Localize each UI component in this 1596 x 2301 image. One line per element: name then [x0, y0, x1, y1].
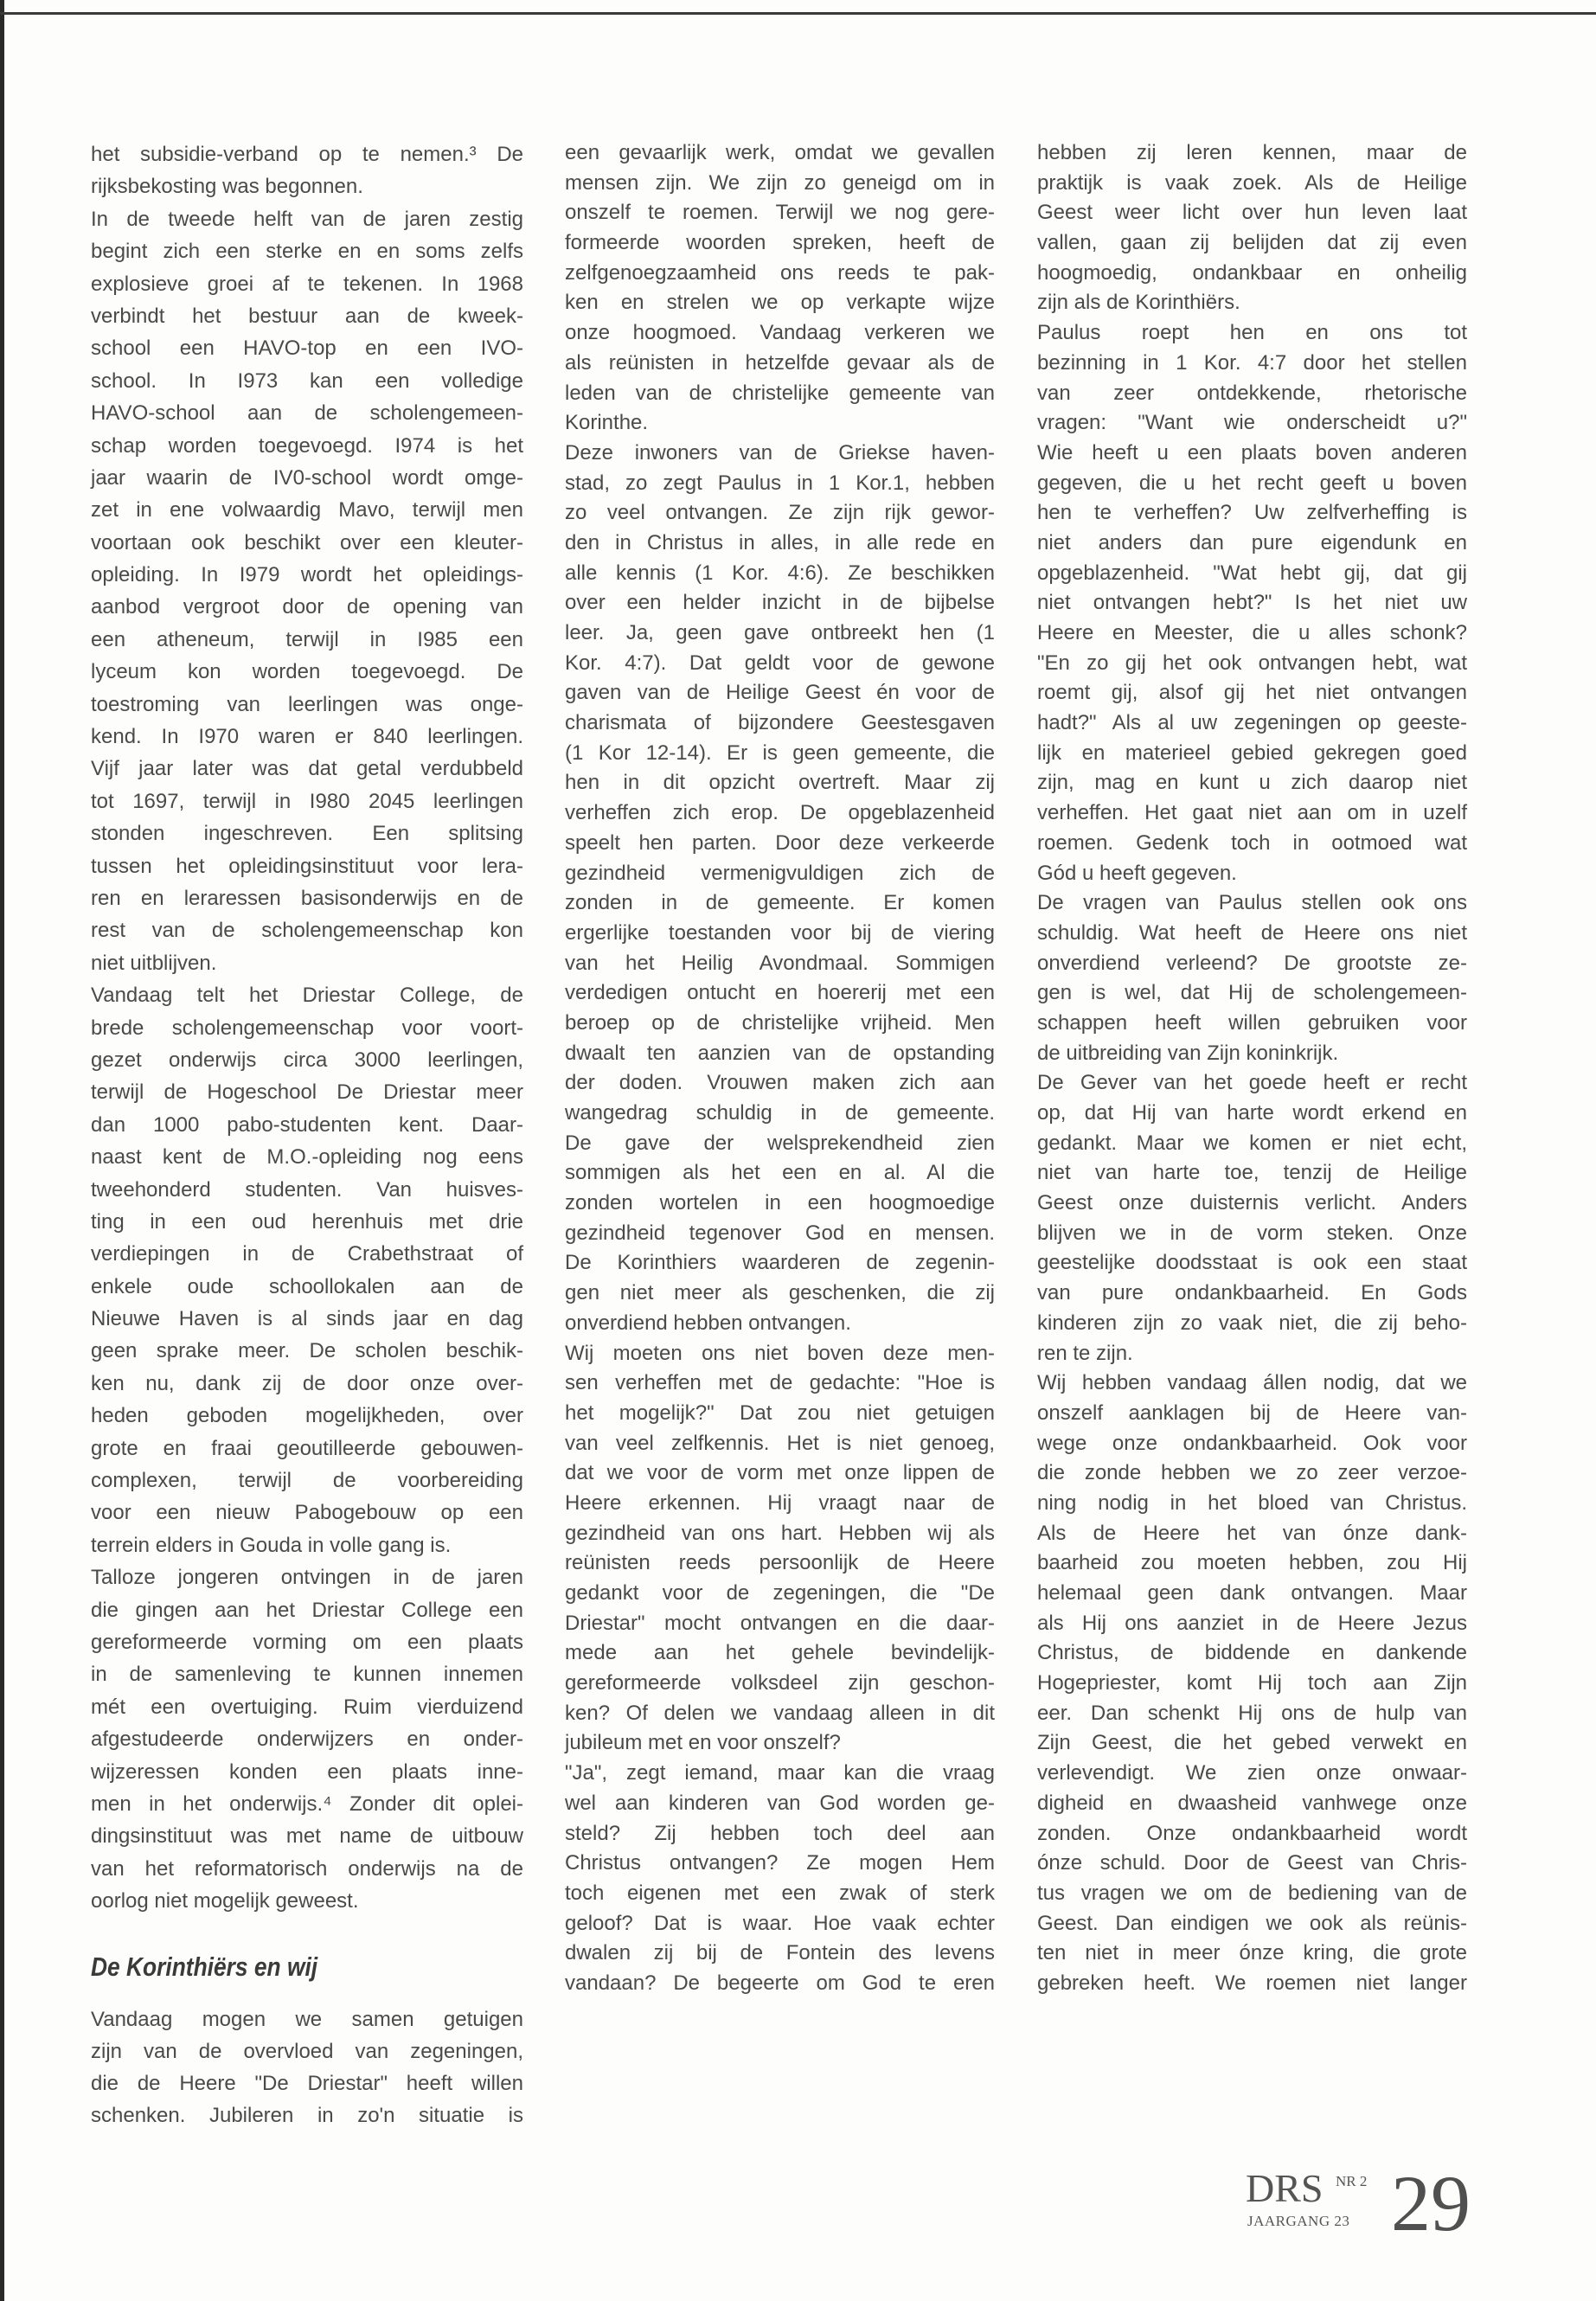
text-line: Christus, de biddende en dankende	[1037, 1641, 1467, 1665]
section-heading: De Korinthiërs en wij	[91, 1952, 318, 1983]
text-line: Kor. 4:7). Dat geldt voor de gewone	[565, 651, 995, 675]
column-body	[91, 138, 523, 1917]
text-line: onszelf te roemen. Terwijl we nog gere-	[565, 201, 995, 225]
text-line: baarheid zou moeten hebben, zou Hij	[1037, 1551, 1467, 1575]
text-line: Talloze jongeren ontvingen in de jaren	[91, 1566, 523, 1590]
text-line: schap worden toegevoegd. I974 is het	[91, 433, 523, 458]
text-line: het mogelijk?" Dat zou niet getuigen	[565, 1400, 995, 1425]
text-line: rest van de scholengemeenschap kon	[91, 919, 523, 943]
text-line: Gód u heeft gegeven.	[1037, 861, 1237, 885]
text-line: vragen: "Want wie onderscheidt u?"	[1037, 411, 1467, 435]
text-line: oorlog niet mogelijk geweest.	[91, 1889, 359, 1913]
text-line: wel aan kinderen van God worden ge-	[565, 1791, 995, 1815]
text-column-1	[91, 138, 523, 2131]
column-body	[1037, 138, 1467, 1999]
text-column-3	[1037, 138, 1467, 1999]
text-line: Vandaag telt het Driestar College, de	[91, 984, 523, 1008]
text-line: de uitbreiding van Zijn koninkrijk.	[1037, 1041, 1339, 1065]
text-line: school. In I973 kan een volledige	[91, 369, 523, 393]
text-line: De gave der welsprekendheid zien	[565, 1131, 995, 1155]
text-line: in de samenleving te kunnen innemen	[91, 1663, 523, 1687]
text-line: Geest. Dan eindigen we ook als reünis-	[1037, 1911, 1467, 1935]
volume-label: JAARGANG 23	[1247, 2213, 1350, 2229]
text-line: als reünisten in hetzelfde gevaar als de	[565, 350, 995, 375]
scan-edge-top	[0, 12, 1596, 15]
text-line: vallen, gaan zij belijden dat zij even	[1037, 231, 1467, 255]
text-line: wege onze ondankbaarheid. Ook voor	[1037, 1431, 1467, 1455]
text-line: op, dat Hij van harte wordt erkend en	[1037, 1101, 1467, 1125]
text-line: Heere en Meester, die u alles schonk?	[1037, 621, 1467, 644]
text-line: den in Christus in alles, in alle rede en	[565, 530, 995, 554]
text-line: terrein elders in Gouda in volle gang is.	[91, 1533, 452, 1557]
text-line: eer. Dan schenkt Hij ons de hulp van	[1037, 1701, 1467, 1725]
text-line: die de Heere "De Driestar" heeft willen	[91, 2072, 523, 2096]
text-line: Heere erkennen. Hij vraagt naar de	[565, 1490, 995, 1515]
text-line: gezindheid van ons hart. Hebben wij als	[565, 1521, 995, 1545]
text-line: praktijk is vaak zoek. Als de Heilige	[1037, 170, 1467, 195]
text-line: wijzeressen konden een plaats inne-	[91, 1759, 523, 1784]
text-line: verdiepingen in de Crabethstraat of	[91, 1242, 523, 1266]
paragraph	[1037, 888, 1467, 1068]
text-line: formeerde woorden spreken, heeft de	[565, 231, 995, 255]
text-line: leer. Ja, geen gave ontbreekt hen (1	[565, 621, 995, 644]
text-line: tot 1697, terwijl in I980 2045 leerlingen	[91, 789, 523, 813]
text-line: mensen zijn. We zijn zo geneigd om in	[565, 170, 995, 195]
text-line: wangedrag schuldig in de gemeente.	[565, 1101, 995, 1125]
text-line: tweehonderd studenten. Van huisves-	[91, 1177, 523, 1202]
text-line: ergerlijke toestanden voor bij de viering	[565, 920, 995, 945]
text-line: gen is wel, dat Hij de scholengemeen-	[1037, 981, 1467, 1005]
text-line: voortaan ook beschikt over een kleuter-	[91, 530, 523, 554]
text-line: verdedigen ontucht en hoererij met een	[565, 981, 995, 1005]
text-line: gedankt. Maar we komen er niet echt,	[1037, 1131, 1467, 1155]
text-line: mét een overtuiging. Ruim vierduizend	[91, 1695, 523, 1719]
text-line: gedankt voor de zegeningen, die "De	[565, 1581, 995, 1605]
text-line: sommigen als het een en al. Al die	[565, 1161, 995, 1185]
text-line: beroep op de christelijke vrijheid. Men	[565, 1010, 995, 1035]
text-line: ren en leraressen basisonderwijs en de	[91, 886, 523, 910]
text-line: niet uitblijven.	[91, 951, 217, 975]
paragraph	[1037, 1368, 1467, 1998]
text-line: terwijl de Hogeschool De Driestar meer	[91, 1080, 523, 1105]
text-line: van het Heilig Avondmaal. Sommigen	[565, 951, 995, 975]
paragraph	[91, 1561, 523, 1917]
text-line: lijk en materieel gebied gekregen goed	[1037, 740, 1467, 765]
text-line: Deze inwoners van de Griekse haven-	[565, 440, 995, 465]
text-line: opleiding. In I979 wordt het opleidings-	[91, 563, 523, 587]
text-line: afgestudeerde onderwijzers en onder-	[91, 1727, 523, 1752]
text-line: stonden ingeschreven. Een splitsing	[91, 822, 523, 846]
text-line: niet ontvangen hebt?" Is het niet uw	[1037, 591, 1467, 615]
text-line: rijksbekosting was begonnen.	[91, 175, 363, 199]
text-line: HAVO-school aan de scholengemeen-	[91, 401, 523, 426]
text-line: kinderen zijn zo vaak niet, die zij beho-	[1037, 1311, 1467, 1335]
text-line: (1 Kor 12-14). Er is geen gemeente, die	[565, 740, 995, 765]
text-line: voor een nieuw Pabogebouw op een	[91, 1501, 523, 1525]
text-line: stad, zo zegt Paulus in 1 Kor.1, hebben	[565, 471, 995, 495]
text-line: toch eigenen met een zwak of sterk	[565, 1881, 995, 1905]
page-number: 29	[1391, 2159, 1471, 2247]
text-line: toestroming van leerlingen was onge-	[91, 692, 523, 716]
text-line: gezet onderwijs circa 3000 leerlingen,	[91, 1048, 523, 1072]
text-line: Geest onze duisternis verlicht. Anders	[1037, 1191, 1467, 1215]
text-line: Christus ontvangen? Ze mogen Hem	[565, 1851, 995, 1875]
text-line: tussen het opleidingsinstituut voor lera-	[91, 854, 523, 878]
issue-number: NR 2	[1336, 2173, 1368, 2189]
text-line: kend. In I970 waren er 840 leerlingen.	[91, 725, 523, 749]
text-line: alle kennis (1 Kor. 4:6). Ze beschikken	[565, 561, 995, 585]
text-line: gegeven, die u het recht geeft u boven	[1037, 471, 1467, 495]
text-line: ren te zijn.	[1037, 1341, 1133, 1365]
text-line: Korinthe.	[565, 411, 649, 435]
text-line: tus vragen we om de bediening van de	[1037, 1881, 1467, 1905]
text-line: brede scholengemeenschap voor voort-	[91, 1016, 523, 1040]
text-line: "Ja", zegt iemand, maar kan die vraag	[565, 1761, 995, 1785]
text-line: een gevaarlijk werk, omdat we gevallen	[565, 141, 995, 164]
page-footer	[1246, 2159, 1479, 2247]
text-line: school een HAVO-top en een IVO-	[91, 336, 523, 361]
text-line: van veel zelfkennis. Het is niet genoeg,	[565, 1431, 995, 1455]
text-line: opgeblazenheid. "Wat hebt gij, dat gij	[1037, 561, 1467, 585]
text-line: schenken. Jubileren in zo'n situatie is	[91, 2104, 523, 2128]
paragraph	[91, 979, 523, 1561]
text-line: aanbod vergroot door de opening van	[91, 595, 523, 619]
text-line: Wij moeten ons niet boven deze men-	[565, 1341, 995, 1365]
text-line: verlevendigt. We zien onze onwaar-	[1037, 1761, 1467, 1785]
text-line: explosieve groei af te tekenen. In 1968	[91, 272, 523, 296]
text-line: ten niet in meer ónze kring, die grote	[1037, 1941, 1467, 1965]
text-line: ken en strelen we op verkapte wijze	[565, 291, 995, 315]
text-line: "En zo gij het ook ontvangen hebt, wat	[1037, 651, 1467, 675]
section-body	[91, 2003, 523, 2131]
text-line: hadt?" Als al uw zegeningen op geeste-	[1037, 711, 1467, 735]
paragraph	[1037, 138, 1467, 318]
text-line: charismata of bijzondere Geestesgaven	[565, 711, 995, 735]
text-line: Geest weer licht over hun leven laat	[1037, 201, 1467, 225]
text-line: verbindt het bestuur aan de kweek-	[91, 304, 523, 328]
text-line: zonden in de gemeente. Er komen	[565, 891, 995, 915]
text-line: gaven van de Heilige Geest én voor de	[565, 681, 995, 705]
text-line: Hogepriester, komt Hij toch aan Zijn	[1037, 1671, 1467, 1695]
text-line: speelt hen parten. Door deze verkeerde	[565, 830, 995, 855]
text-line: ting in een oud herenhuis met drie	[91, 1209, 523, 1234]
text-line: onze hoogmoed. Vandaag verkeren we	[565, 321, 995, 345]
text-line: Zijn Geest, die het gebed verwekt en	[1037, 1731, 1467, 1755]
text-line: De Korinthiers waarderen de zegenin-	[565, 1251, 995, 1275]
text-line: begint zich een sterke en en soms zelfs	[91, 240, 523, 264]
text-line: Vijf jaar later was dat getal verdubbeld	[91, 757, 523, 781]
text-line: complexen, terwijl de voorbereiding	[91, 1469, 523, 1493]
column-body	[565, 138, 995, 1999]
text-line: zet in ene volwaardig Mavo, terwijl men	[91, 498, 523, 522]
text-line: grote en fraai geoutilleerde gebouwen-	[91, 1436, 523, 1460]
text-line: geestelijke doodsstaat is ook een staat	[1037, 1251, 1467, 1275]
paragraph	[1037, 318, 1467, 888]
text-line: dwaalt ten aanzien van de opstanding	[565, 1041, 995, 1065]
text-line: als Hij ons aanziet in de Heere Jezus	[1037, 1611, 1467, 1635]
text-line: van zeer ontdekkende, rhetorische	[1037, 381, 1467, 405]
text-line: hen te verheffen? Uw zelfverheffing is	[1037, 501, 1467, 525]
text-line: gen niet meer als geschenken, die zij	[565, 1281, 995, 1305]
text-line: onverdiend hebben ontvangen.	[565, 1311, 851, 1335]
paragraph	[565, 1759, 995, 1999]
text-line: Wij hebben vandaag állen nodig, dat we	[1037, 1371, 1467, 1395]
paragraph	[1037, 1068, 1467, 1368]
text-line: ken nu, dank zij de door onze over-	[91, 1371, 523, 1395]
text-line: ónze schuld. Door de Geest van Chris-	[1037, 1851, 1467, 1875]
text-line: zijn, mag en kunt u zich daarop niet	[1037, 771, 1467, 795]
text-line: verheffen zich erop. De opgeblazenheid	[565, 801, 995, 825]
text-line: zijn als de Korinthiërs.	[1037, 291, 1240, 315]
text-line: Nieuwe Haven is al sinds jaar en dag	[91, 1307, 523, 1331]
text-line: reünisten reeds persoonlijk de Heere	[565, 1551, 995, 1575]
text-line: heden geboden mogelijkheden, over	[91, 1404, 523, 1428]
text-line: dan 1000 pabo-studenten kent. Daar-	[91, 1112, 523, 1137]
text-line: helemaal geen dank ontvangen. Maar	[1037, 1581, 1467, 1605]
text-line: jaar waarin de IV0-school wordt omge-	[91, 465, 523, 490]
text-line: gezindheid tegenover God en mensen.	[565, 1221, 995, 1245]
text-line: bezinning in 1 Kor. 4:7 door het stellen	[1037, 350, 1467, 375]
text-line: zonden wortelen in een hoogmoedige	[565, 1191, 995, 1215]
text-line: zijn van de overvloed van zegeningen,	[91, 2040, 523, 2064]
text-line: jubileum met en voor onszelf?	[565, 1731, 841, 1755]
text-line: hebben zij leren kennen, maar de	[1037, 141, 1467, 164]
text-line: over een helder inzicht in de bijbelse	[565, 591, 995, 615]
text-line: roemt gij, alsof gij het niet ontvangen	[1037, 681, 1467, 705]
text-line: dwalen zij bij de Fontein des levens	[565, 1941, 995, 1965]
text-line: gebreken heeft. We roemen niet langer	[1037, 1971, 1467, 1995]
text-line: ken? Of delen we vandaag alleen in dit	[565, 1701, 995, 1725]
text-line: schuldig. Wat heeft de Heere ons niet	[1037, 920, 1467, 945]
text-line: roemen. Gedenk toch in ootmoed wat	[1037, 830, 1467, 855]
text-line: niet anders dan pure eigendunk en	[1037, 530, 1467, 554]
text-line: der doden. Vrouwen maken zich aan	[565, 1071, 995, 1095]
text-line: niet van harte toe, tenzij de Heilige	[1037, 1161, 1467, 1185]
scan-edge-left	[0, 0, 4, 2301]
text-line: mede aan het gehele bevindelijk-	[565, 1641, 995, 1665]
text-line: In de tweede helft van de jaren zestig	[91, 207, 523, 231]
text-line: steld? Zij hebben toch deel aan	[565, 1821, 995, 1845]
text-line: onszelf aanklagen bij de Heere van-	[1037, 1400, 1467, 1425]
text-line: geen sprake meer. De scholen beschik-	[91, 1339, 523, 1363]
text-line: lyceum kon worden toegevoegd. De	[91, 660, 523, 684]
text-line: schappen heeft willen gebruiken voor	[1037, 1010, 1467, 1035]
paragraph	[91, 2003, 523, 2131]
text-column-2	[565, 138, 995, 1999]
text-line: gereformeerde vorming om een plaats	[91, 1630, 523, 1654]
text-line: een atheneum, terwijl in I985 een	[91, 627, 523, 651]
paragraph	[565, 1339, 995, 1759]
text-line: Driestar" mocht ontvangen en die daar-	[565, 1611, 995, 1635]
text-line: sen verheffen met de gedachte: "Hoe is	[565, 1371, 995, 1395]
text-line: men in het onderwijs.⁴ Zonder dit oplei-	[91, 1791, 523, 1816]
text-line: leden van de christelijke gemeente van	[565, 381, 995, 405]
text-line: De vragen van Paulus stellen ook ons	[1037, 891, 1467, 915]
text-line: zonden. Onze ondankbaarheid wordt	[1037, 1821, 1467, 1845]
text-line: blijven we in de vorm steken. Onze	[1037, 1221, 1467, 1245]
text-line: dat we voor de vorm met onze lippen de	[565, 1461, 995, 1485]
text-line: gezindheid vermenigvuldigen zich de	[565, 861, 995, 885]
paragraph	[91, 203, 523, 979]
paragraph	[565, 138, 995, 439]
text-line: ning nodig in het bloed van Christus.	[1037, 1490, 1467, 1515]
text-line: geloof? Dat is waar. Hoe vaak echter	[565, 1911, 995, 1935]
text-line: Vandaag mogen we samen getuigen	[91, 2008, 523, 2032]
text-line: die zonde hebben we zo zeer verzoe-	[1037, 1461, 1467, 1485]
text-line: het subsidie-verband op te nemen.³ De	[91, 143, 523, 166]
text-line: enkele oude schoollokalen aan de	[91, 1274, 523, 1298]
text-line: onverdiend verleend? De grootste ze-	[1037, 951, 1467, 975]
text-line: die gingen aan het Driestar College een	[91, 1598, 523, 1622]
text-line: digheid en dwaasheid vanhwege onze	[1037, 1791, 1467, 1815]
text-line: vandaan? De begeerte om God te eren	[565, 1971, 995, 1995]
text-line: Als de Heere het van ónze dank-	[1037, 1521, 1467, 1545]
paragraph	[565, 439, 995, 1339]
text-line: zelfgenoegzaamheid ons reeds te pak-	[565, 260, 995, 285]
magazine-name: DRS	[1246, 2166, 1324, 2210]
text-line: hoogmoedig, ondankbaar en onheilig	[1037, 260, 1467, 285]
text-line: gereformeerde volksdeel zijn geschon-	[565, 1671, 995, 1695]
text-line: zo veel ontvangen. Ze zijn rijk gewor-	[565, 501, 995, 525]
text-line: Wie heeft u een plaats boven anderen	[1037, 440, 1467, 465]
text-line: van pure ondankbaarheid. En Gods	[1037, 1281, 1467, 1305]
text-line: naast kent de M.O.-opleiding nog eens	[91, 1145, 523, 1170]
text-line: van het reformatorisch onderwijs na de	[91, 1856, 523, 1881]
text-line: verheffen. Het gaat niet aan om in uzelf	[1037, 801, 1467, 825]
text-line: hen in dit opzicht overtreft. Maar zij	[565, 771, 995, 795]
text-line: De Gever van het goede heeft er recht	[1037, 1071, 1467, 1095]
text-line: Paulus roept hen en ons tot	[1037, 321, 1467, 345]
text-line: dingsinstituut was met name de uitbouw	[91, 1824, 523, 1849]
paragraph	[91, 138, 523, 203]
